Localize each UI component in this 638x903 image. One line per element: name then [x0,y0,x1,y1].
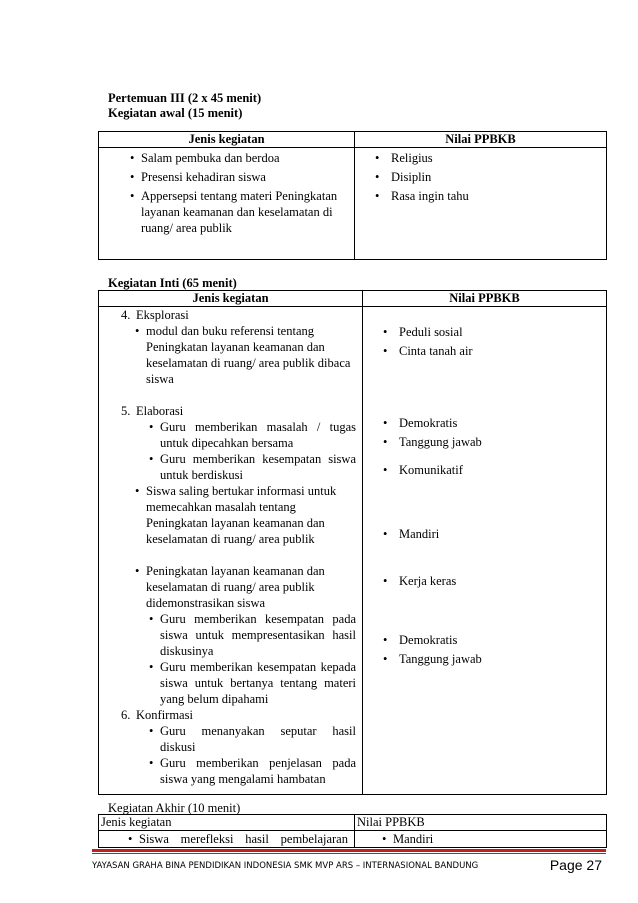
inti-values-cell [363,307,607,795]
list-item: • Demokratis [399,415,482,431]
col-header-values: Nilai PPBKB [355,132,607,148]
list-item: • Guru memberikan penjelasan pada siswa yang mengalami hambatan [160,755,356,787]
akhir-values-cell [355,831,607,848]
list-item: • Siswa merefleksi hasil pembelajaran [139,831,348,847]
list-item: • Presensi kehadiran siswa [141,169,344,185]
col-header-values: Nilai PPBKB [363,291,607,307]
step-title: Eksplorasi [136,308,189,322]
awal-values-cell [355,148,607,260]
meeting-title: Pertemuan III (2 x 45 menit) [108,91,262,105]
list-item: • Cinta tanah air [399,343,473,359]
kegiatan-akhir-title: Kegiatan Akhir (10 menit) [108,801,241,815]
step-number: 4. [121,308,131,322]
page-number: Page 27 [549,857,602,873]
footer-rule [92,849,606,852]
list-item: • Komunikatif [399,462,463,478]
step-title: Konfirmasi [136,708,193,722]
list-item: • modul dan buku referensi tentang Peningkatan layanan keamanan dan keselamatan di ruang/ area publik dibaca siswa [146,323,356,387]
list-item: • Religius [391,150,606,166]
list-item: • Mandiri [399,526,439,542]
list-item: • Guru menanyakan seputar hasil diskusi [160,723,356,755]
col-header-values: Nilai PPBKB [355,815,607,831]
list-item: • Rasa ingin tahu [391,188,606,204]
list-item: • Appersepsi tentang materi Peningkatan layanan keamanan dan keselamatan di ruang/ area publik [141,188,344,236]
list-item: • Guru memberikan masalah / tugas untuk dipecahkan bersama [160,419,356,451]
akhir-activity-cell [99,831,355,848]
step-title: Elaborasi [136,404,184,418]
list-item: • Mandiri [393,831,606,847]
list-item: • Guru memberikan kesempatan pada siswa untuk mempresentasikan hasil diskusinya [160,611,356,659]
konfirmasi-step [121,707,356,723]
kegiatan-inti-title: Kegiatan Inti (65 menit) [108,276,237,290]
kegiatan-inti-table [98,290,607,795]
kegiatan-awal-table [98,131,607,260]
list-item: • Salam pembuka dan berdoa [141,150,344,166]
footer-organization: YAYASAN GRAHA BINA PENDIDIKAN INDONESIA SMK MVP ARS – INTERNASIONAL BANDUNG [92,861,479,871]
step-number: 6. [121,708,131,722]
elaborasi-step [121,403,356,419]
list-item: • Guru memberikan kesempatan kepada siswa untuk bertanya tentang materi yang belum dipahami [160,659,356,707]
list-item: • Disiplin [391,169,606,185]
list-item: • Peningkatan layanan keamanan dan keselamatan di ruang/ area publik didemonstrasikan siswa [146,563,356,611]
col-header-activity: Jenis kegiatan [99,815,355,831]
awal-activity-cell [99,148,355,260]
step-number: 5. [121,404,131,418]
list-item: • Guru memberikan kesempatan siswa untuk berdiskusi [160,451,356,483]
list-item: • Siswa saling bertukar informasi untuk memecahkan masalah tentang Peningkatan layanan keamanan dan keselamatan di ruang/ area publik [146,483,356,547]
inti-activity-cell [99,307,363,795]
list-item: • Demokratis [399,632,482,648]
kegiatan-akhir-table [98,814,607,848]
list-item: • Tanggung jawab [399,434,482,450]
eksplorasi-step [121,307,356,323]
kegiatan-awal-title: Kegiatan awal (15 menit) [108,106,243,120]
list-item: • Tanggung jawab [399,651,482,667]
col-header-activity: Jenis kegiatan [99,291,363,307]
list-item: • Peduli sosial [399,324,473,340]
col-header-activity: Jenis kegiatan [99,132,355,148]
list-item: • Kerja keras [399,573,456,589]
footer-rule-thin [92,853,606,854]
